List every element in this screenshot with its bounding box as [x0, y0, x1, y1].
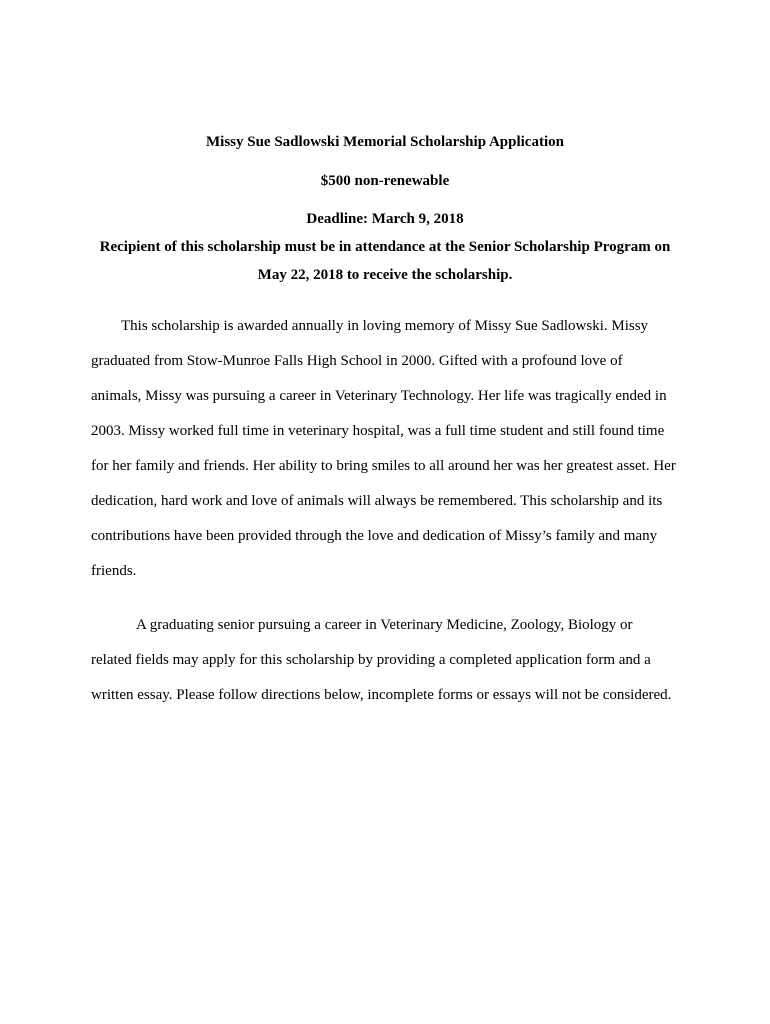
paragraph-line: written essay. Please follow directions below, incomplete forms or essays will not be considered. [91, 687, 672, 703]
document-title: Missy Sue Sadlowski Memorial Scholarship Application [206, 134, 564, 150]
paragraph-line: A graduating senior pursuing a career in Veterinary Medicine, Zoology, Biology or [136, 617, 633, 633]
paragraph-line: related fields may apply for this scholarship by providing a completed application form and a [91, 652, 651, 668]
paragraph-line: 2003. Missy worked full time in veterinary hospital, was a full time student and still found time [91, 423, 665, 439]
scholarship-amount: $500 non-renewable [320, 173, 450, 189]
paragraph-line: This scholarship is awarded annually in loving memory of Missy Sue Sadlowski. Missy [121, 318, 649, 334]
application-deadline: Deadline: March 9, 2018 [306, 211, 464, 227]
paragraph-line: graduated from Stow-Munroe Falls High School in 2000. Gifted with a profound love of [91, 353, 623, 369]
attendance-notice-line-1: Recipient of this scholarship must be in attendance at the Senior Scholarship Program on [99, 239, 671, 255]
paragraph-line: animals, Missy was pursuing a career in Veterinary Technology. Her life was tragically ended in [91, 388, 667, 404]
paragraph-line: contributions have been provided through the love and dedication of Missy’s family and many [91, 528, 658, 544]
attendance-notice-line-2: May 22, 2018 to receive the scholarship. [257, 267, 513, 283]
paragraph-line: dedication, hard work and love of animals will always be remembered. This scholarship and its [91, 493, 663, 509]
paragraph-line: for her family and friends. Her ability to bring smiles to all around her was her greatest asset. Her [91, 458, 676, 474]
paragraph-line: friends. [91, 563, 137, 579]
